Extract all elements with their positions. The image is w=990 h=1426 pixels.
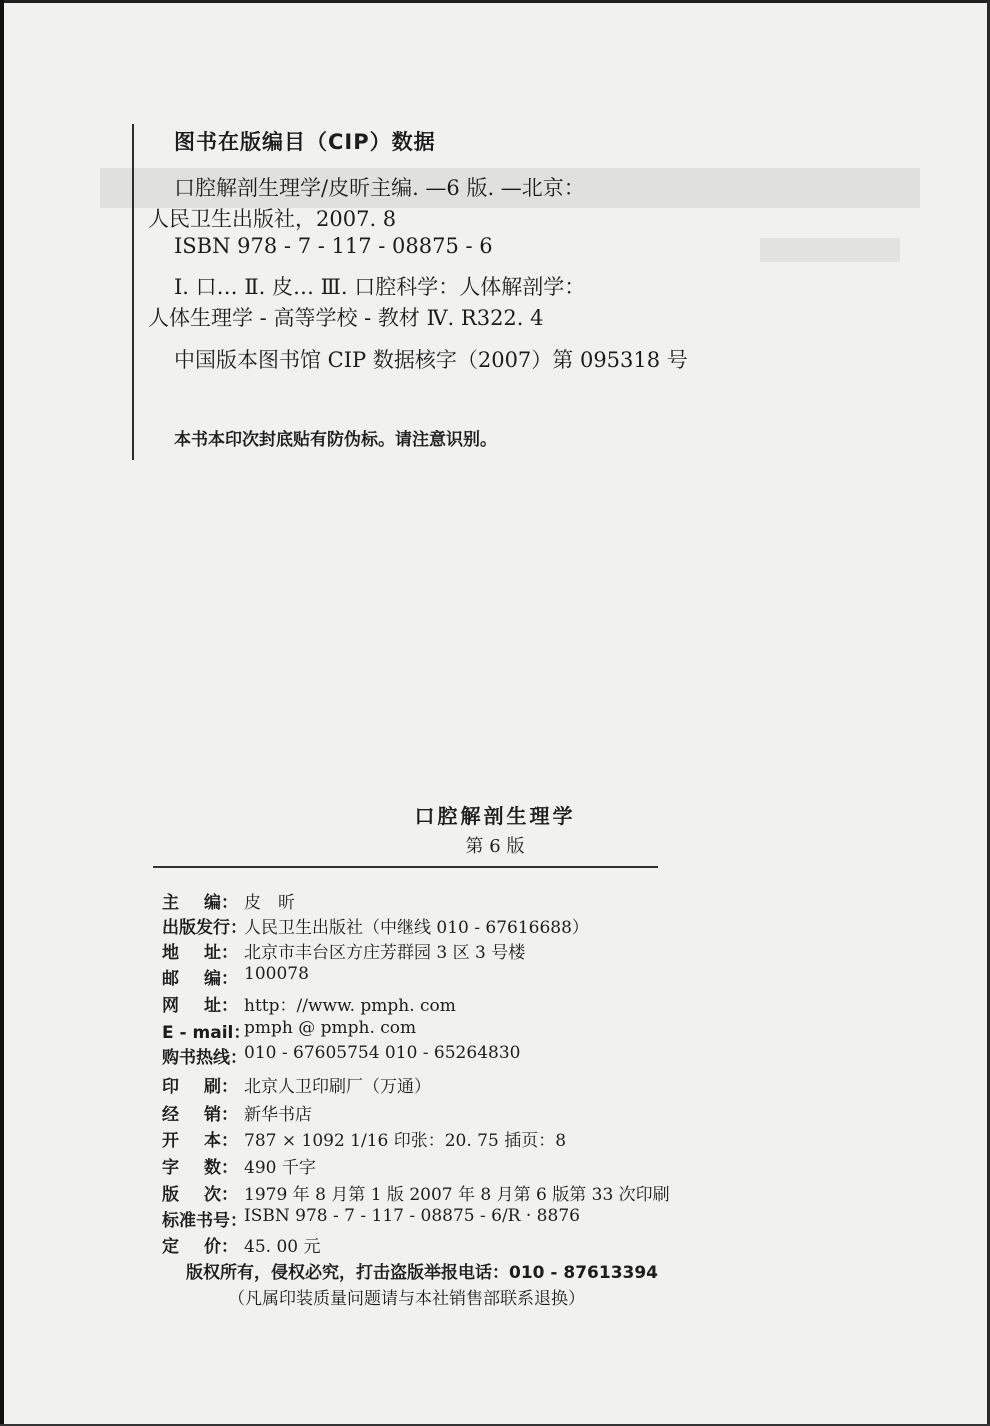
scan-edge-left [0,0,4,1426]
info-label: 经 销： [162,1105,238,1125]
anti-counterfeit-notice: 本书本印次封底贴有防伪标。请注意识别。 [174,430,497,450]
info-value: 1979 年 8 月第 1 版 2007 年 8 月第 6 版第 33 次印刷 [244,1185,670,1205]
cip-line: Ⅰ. 口… Ⅱ. 皮… Ⅲ. 口腔科学：人体解剖学： [174,275,586,299]
info-value: 787 × 1092 1/16 印张：20. 75 插页：8 [244,1131,567,1151]
info-value: pmph @ pmph. com [244,1018,417,1038]
info-label: 网 址： [162,996,238,1016]
copyright-notice: 版权所有，侵权必究，打击盗版举报电话：010 - 87613394 [186,1263,659,1283]
info-value: 皮 昕 [244,893,295,913]
divider [153,866,658,868]
info-value: 北京市丰台区方庄芳群园 3 区 3 号楼 [244,943,526,963]
cip-isbn: ISBN 978 - 7 - 117 - 08875 - 6 [174,234,493,258]
show-through-band [760,238,900,262]
info-value: 100078 [244,964,309,984]
cip-line: 人民卫生出版社，2007. 8 [148,207,397,231]
info-value: ISBN 978 - 7 - 117 - 08875 - 6/R · 8876 [244,1206,580,1226]
info-label: 主 编： [162,893,238,913]
info-value: 北京人卫印刷厂（万通） [244,1077,431,1097]
info-label: 印 刷： [162,1077,238,1097]
info-label: 购书热线： [162,1048,247,1068]
info-value: 010 - 67605754 010 - 65264830 [244,1043,521,1063]
book-title: 口腔解剖生理学 [414,804,576,828]
info-label: 地 址： [162,943,238,963]
info-label: E - mail： [162,1023,251,1043]
cip-line: 口腔解剖生理学/皮昕主编. —6 版. —北京： [174,176,585,200]
book-edition: 第 6 版 [465,836,525,857]
cip-rule [132,124,134,460]
info-label: 邮 编： [162,969,238,989]
info-label: 出版发行： [162,918,247,938]
info-label: 开 本： [162,1131,238,1151]
info-value: 人民卫生出版社（中继线 010 - 67616688） [244,918,589,938]
info-label: 定 价： [162,1237,238,1257]
scan-edge-top [0,0,990,3]
info-value: 新华书店 [244,1105,312,1125]
info-value: 45. 00 元 [244,1237,321,1257]
info-label: 版 次： [162,1185,238,1205]
cip-record: 中国版本图书馆 CIP 数据核字（2007）第 095318 号 [174,348,688,372]
return-notice: （凡属印装质量问题请与本社销售部联系退换） [228,1289,585,1309]
cip-title: 图书在版编目（CIP）数据 [174,130,436,154]
info-label: 标准书号： [162,1211,247,1231]
info-value: http：//www. pmph. com [244,996,456,1016]
cip-line: 人体生理学 - 高等学校 - 教材 Ⅳ. R322. 4 [148,306,544,330]
info-value: 490 千字 [244,1158,316,1178]
info-label: 字 数： [162,1158,238,1178]
